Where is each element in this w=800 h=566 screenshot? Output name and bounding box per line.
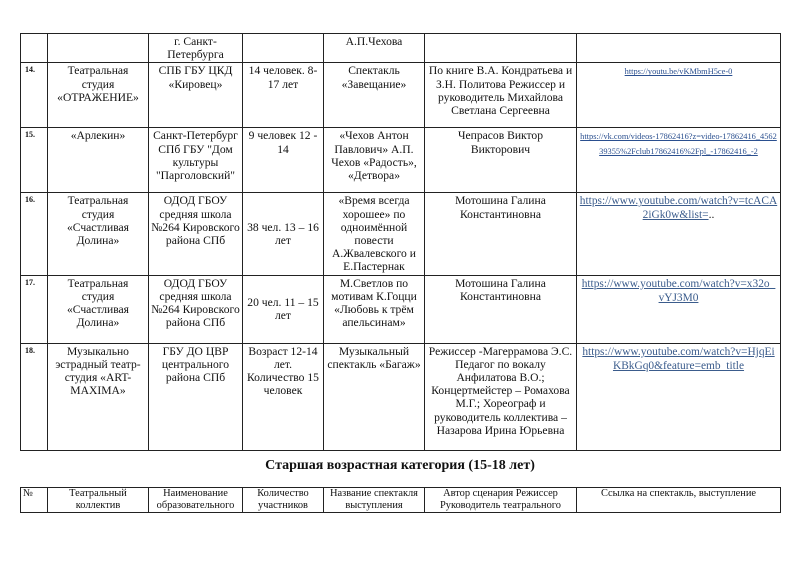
- participants-cell: 20 чел. 11 – 15 лет: [243, 275, 324, 343]
- collective-cell: «Арлекин»: [48, 128, 149, 193]
- performance-cell: М.Светлов по мотивам К.Гоцци «Любовь к трём апельсинам»: [324, 275, 425, 343]
- author-cell: Режиссер -Магеррамова Э.С. Педагог по вокалу Анфилатова В.О.; Концертмейстер – Ромахова М.Г.; Хореограф и руководитель коллектива – Назарова Ирина Юрьевна: [425, 343, 577, 450]
- institution-cell: Санкт-Петербург СПб ГБУ "Дом культуры "Парголовский": [149, 128, 243, 193]
- header-performance: Название спектакля выступления: [324, 488, 425, 513]
- author-cell: Чепрасов Виктор Викторович: [425, 128, 577, 193]
- row-number: 18.: [21, 343, 48, 450]
- participants-cell: [243, 34, 324, 63]
- institution-cell: ОДОД ГБОУ средняя школа №264 Кировского района СПб: [149, 193, 243, 275]
- video-link[interactable]: https://vk.com/videos-17862416?z=video-17862416_456239355%2Fclub17862416%2Fpl_-17862416_-2: [580, 132, 777, 156]
- link-cell: [577, 63, 781, 128]
- author-cell: Мотошина Галина Константиновна: [425, 275, 577, 343]
- institution-cell: г. Санкт-Петербурга: [149, 34, 243, 63]
- row-number: 17.: [21, 275, 48, 343]
- row-number: 14.: [21, 63, 48, 128]
- performance-cell: «Чехов Антон Павлович» А.П. Чехов «Радость», «Детвора»: [324, 128, 425, 193]
- table-row: [21, 63, 781, 128]
- link-cell: [577, 193, 781, 275]
- participants-cell: 38 чел. 13 – 16 лет: [243, 193, 324, 275]
- video-link[interactable]: https://www.youtube.com/watch?v=x32o_vYJ3M0: [581, 277, 776, 304]
- performance-cell: Спектакль «Завещание»: [324, 63, 425, 128]
- participants-cell: 9 человек 12 - 14: [243, 128, 324, 193]
- table-row: [21, 34, 781, 63]
- header-num: №: [21, 488, 48, 513]
- link-cell: [577, 34, 781, 63]
- row-number: [21, 34, 48, 63]
- header-link: Ссылка на спектакль, выступление: [577, 488, 781, 513]
- table-row: [21, 193, 781, 275]
- row-number: 15.: [21, 128, 48, 193]
- author-cell: [425, 34, 577, 63]
- senior-category-table: [20, 487, 781, 513]
- link-suffix: ..: [708, 208, 715, 222]
- institution-cell: СПБ ГБУ ЦКД «Кировец»: [149, 63, 243, 128]
- video-link[interactable]: https://www.youtube.com/watch?v=tcACA2iGk0w&list=: [579, 195, 778, 222]
- table-row: [21, 128, 781, 193]
- collective-cell: Театральная студия «Счастливая Долина»: [48, 193, 149, 275]
- header-author: Автор сценария Режиссер Руководитель театрального: [425, 488, 577, 513]
- video-link[interactable]: https://www.youtube.com/watch?v=HjqEiKBkGq0&feature=emb_title: [582, 345, 775, 372]
- performance-cell: Музыкальный спектакль «Багаж»: [324, 343, 425, 450]
- participants-cell: Возраст 12-14 лет. Количество 15 человек: [243, 343, 324, 450]
- participants-cell: 14 человек. 8-17 лет: [243, 63, 324, 128]
- collective-cell: Театральная студия «ОТРАЖЕНИЕ»: [48, 63, 149, 128]
- header-collective: Театральный коллектив: [48, 488, 149, 513]
- table-header-row: [21, 488, 781, 513]
- link-cell: [577, 128, 781, 193]
- collective-cell: Театральная студия «Счастливая Долина»: [48, 275, 149, 343]
- performance-cell: А.П.Чехова: [324, 34, 425, 63]
- table-row: [21, 343, 781, 450]
- participants-table: [20, 33, 781, 451]
- institution-cell: ОДОД ГБОУ средняя школа №264 Кировского района СПб: [149, 275, 243, 343]
- table-row: [21, 275, 781, 343]
- collective-cell: [48, 34, 149, 63]
- link-cell: [577, 343, 781, 450]
- header-participants: Количество участников: [243, 488, 324, 513]
- section-title: Старшая возрастная категория (15-18 лет): [265, 458, 535, 473]
- performance-cell: «Время всегда хорошее» по одноимённой повести А.Жвалевского и Е.Пастернак: [324, 193, 425, 275]
- author-cell: Мотошина Галина Константиновна: [425, 193, 577, 275]
- author-cell: По книге В.А. Кондратьева и З.Н. Политова Режиссер и руководитель Михайлова Светлана Сергеевна: [425, 63, 577, 128]
- header-institution: Наименование образовательного: [149, 488, 243, 513]
- institution-cell: ГБУ ДО ЦВР центрального района СПб: [149, 343, 243, 450]
- row-number: 16.: [21, 193, 48, 275]
- video-link[interactable]: https://youtu.be/vKMbmH5ce-0: [624, 67, 733, 77]
- collective-cell: Музыкально эстрадный театр-студия «ART-MAXIMA»: [48, 343, 149, 450]
- link-cell: [577, 275, 781, 343]
